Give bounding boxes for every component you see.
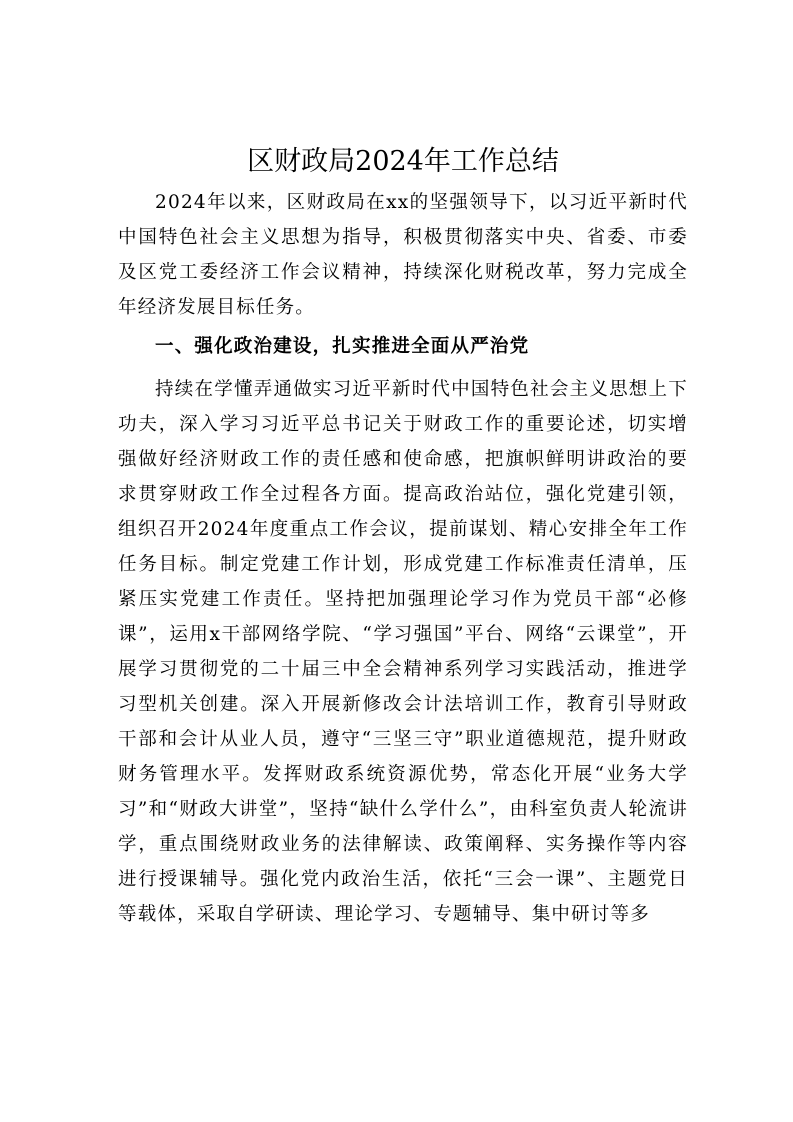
section-body-paragraph: 持续在学懂弄通做实习近平新时代中国特色社会主义思想上下功夫，深入学习习近平总书记关于财政工作的重要论述，切实增强做好经济财政工作的责任感和使命感，把旗帜鲜明讲政治的要求贯穿财政工作全过程各方面。提高政治站位，强化党建引领，组织召开2024年度重点工作会议，提前谋划、精心安排全年工作任务目标。制定党建工作计划，形成党建工作标准责任清单，压紧压实党建工作责任。坚持把加强理论学习作为党员干部“必修课”，运用x干部网络学院、“学习强国”平台、网络“云课堂”，开展学习贯彻党的二十届三中全会精神系列学习实践活动，推进学习型机关创建。深入开展新修改会计法培训工作，教育引导财政干部和会计从业人员，遵守“三坚三守”职业道德规范，提升财政财务管理水平。发挥财政系统资源优势，常态化开展“业务大学习”和“财政大讲堂”，坚持“缺什么学什么”，由科室负责人轮流讲学，重点围绕财政业务的法律解读、政策阐释、实务操作等内容进行授课辅导。强化党内政治生活，依托“三会一课”、主题党日等载体，采取自学研读、理论学习、专题辅导、集中研讨等多 [118,379,688,925]
document-title: 区财政局2024年工作总结 [247,146,559,177]
intro-paragraph: 2024年以来，区财政局在xx的坚强领导下，以习近平新时代中国特色社会主义思想为指导，积极贯彻落实中央、省委、市委及区党工委经济工作会议精神，持续深化财税改革，努力完成全年经济发展目标任务。 [118,192,688,318]
document-body [118,142,688,932]
section-heading: 一、强化政治建设，扎实推进全面从严治党 [155,336,530,357]
